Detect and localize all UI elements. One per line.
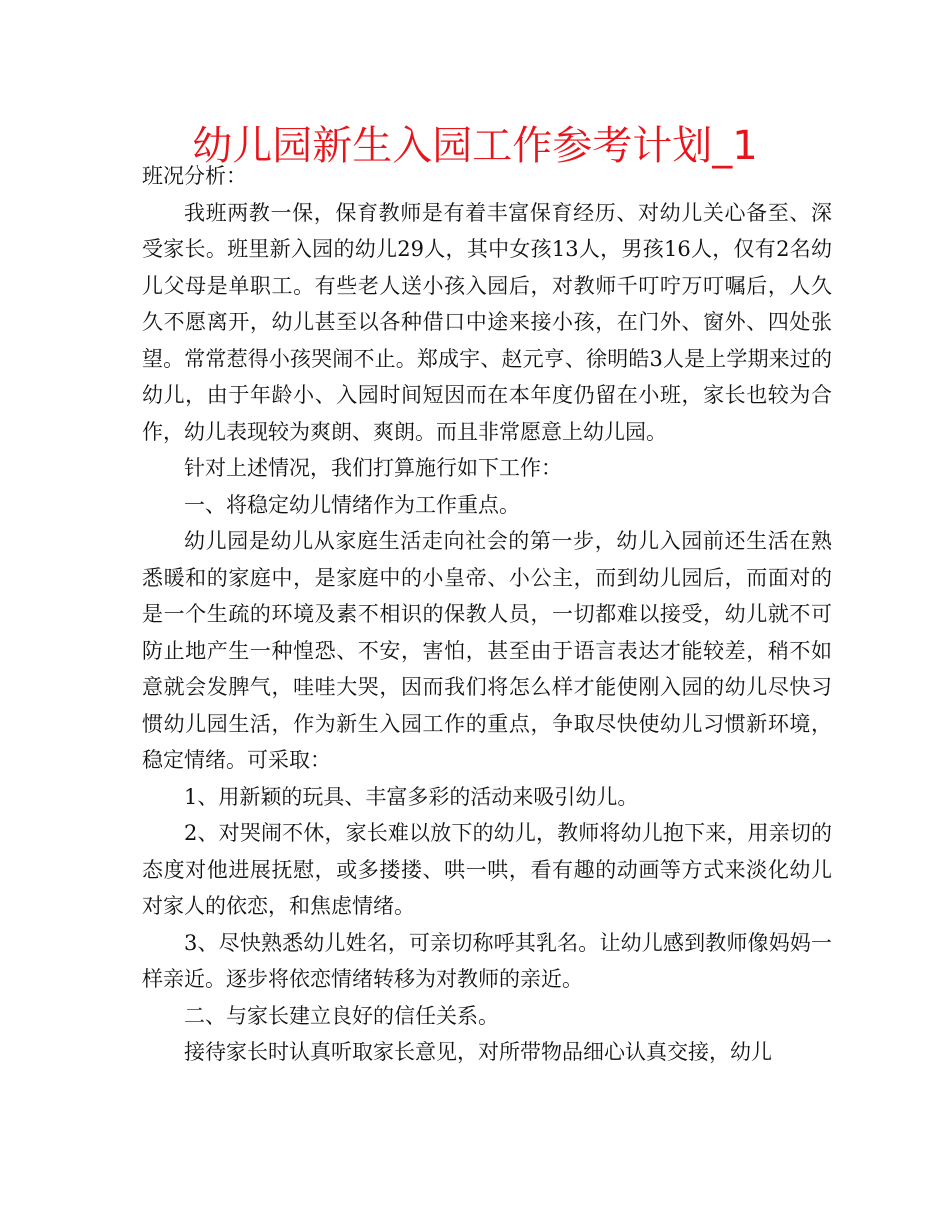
paragraph: 我班两教一保，保育教师是有着丰富保育经历、对幼儿关心备至、深受家长。班里新入园的幼儿29人，其中女孩13人，男孩16人，仅有2名幼儿父母是单职工。有些老人送小孩入园后，对教师千叮咛万叮嘱后，人久久不愿离开，幼儿甚至以各种借口中途来接小孩，在门外、窗外、四处张望。常常惹得小孩哭闹不止。郑成宇、赵元亨、徐明皓3人是上学期来过的幼儿，由于年龄小、入园时间短因而在本年度仍留在小班，家长也较为合作，幼儿表现较为爽朗、爽朗。而且非常愿意上幼儿园。 [142,200,832,444]
paragraph: 班况分析： [142,164,247,188]
paragraph: 接待家长时认真听取家长意见，对所带物品细心认真交接，幼儿 [184,1040,772,1064]
paragraph: 3、尽快熟悉幼儿姓名，可亲切称呼其乳名。让幼儿感到教师像妈妈一样亲近。逐步将依恋情绪转移为对教师的亲近。 [142,930,832,991]
document-body [142,158,832,1071]
paragraph: 2、对哭闹不休，家长难以放下的幼儿，教师将幼儿抱下来，用亲切的态度对他进展抚慰，或多搂搂、哄一哄，看有趣的动画等方式来淡化幼儿对家人的依恋，和焦虑情绪。 [142,821,832,918]
document-title: 幼儿园新生入园工作参考计划_1 [192,123,758,169]
paragraph: 1、用新颖的玩具、丰富多彩的活动来吸引幼儿。 [184,784,639,809]
paragraph: 二、与家长建立良好的信任关系。 [184,1003,499,1028]
paragraph: 一、将稳定幼儿情绪作为工作重点。 [184,492,520,517]
paragraph: 针对上述情况，我们打算施行如下工作： [184,456,562,480]
paragraph: 幼儿园是幼儿从家庭生活走向社会的第一步，幼儿入园前还生活在熟悉暖和的家庭中，是家庭中的小皇帝、小公主，而到幼儿园后，而面对的是一个生疏的环境及素不相识的保教人员，一切都难以接受，幼儿就不可防止地产生一种惶恐、不安，害怕，甚至由于语言表达才能较差，稍不如意就会发脾气，哇哇大哭，因而我们将怎么样才能使刚入园的幼儿尽快习惯幼儿园生活，作为新生入园工作的重点，争取尽快使幼儿习惯新环境，稳定情绪。可采取： [142,529,832,772]
